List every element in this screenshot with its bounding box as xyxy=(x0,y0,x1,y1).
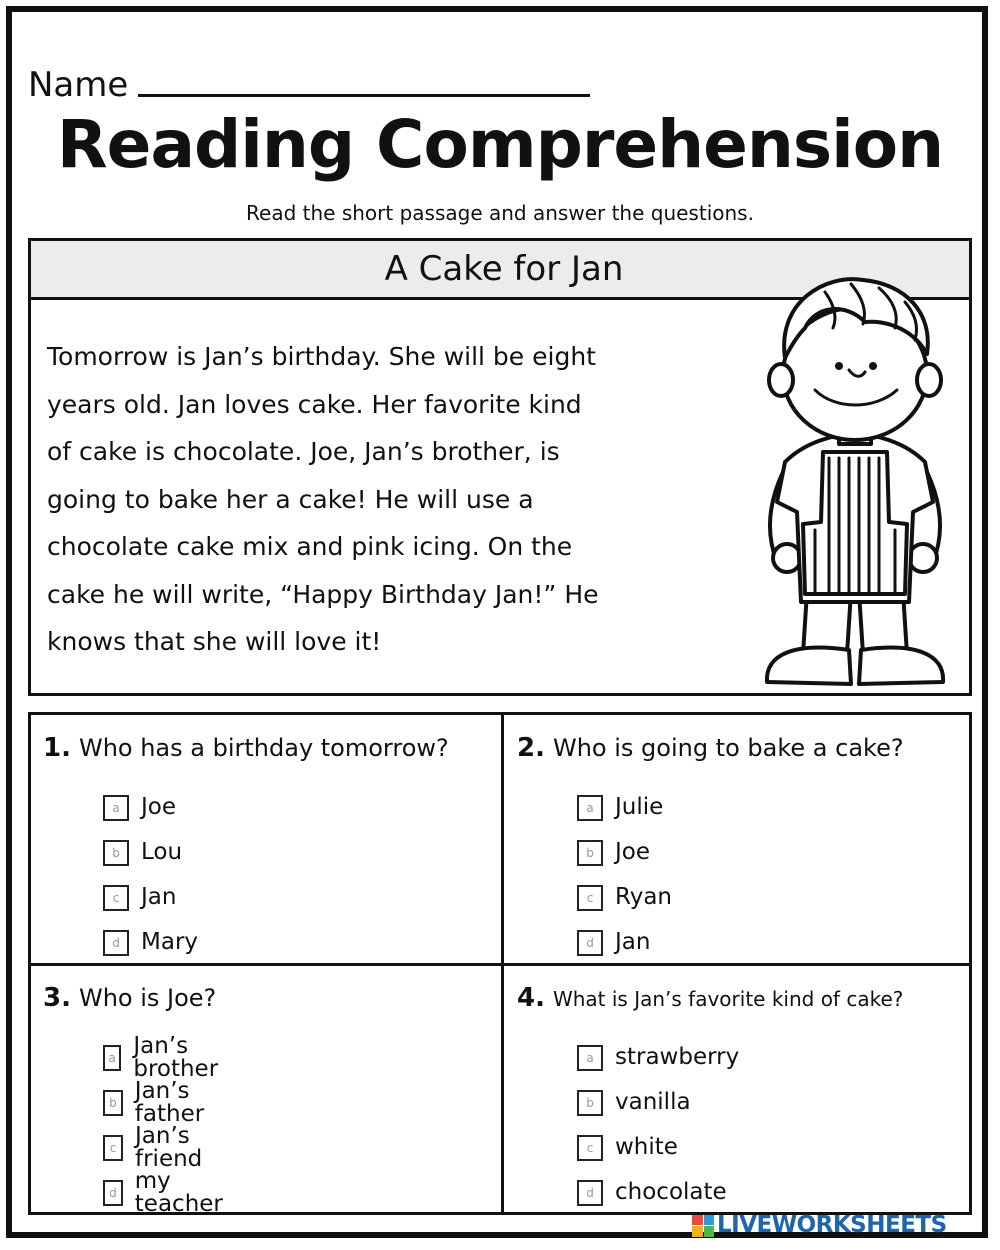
question-text: What is Jan’s favorite kind of cake? xyxy=(552,987,904,1011)
choice-label: white xyxy=(615,1134,678,1160)
checkbox[interactable]: a xyxy=(103,1045,121,1071)
passage-line: knows that she will love it! xyxy=(47,627,382,656)
question-text: Who is Joe? xyxy=(78,984,217,1012)
choice-label: chocolate xyxy=(615,1179,727,1205)
question-number: 4. xyxy=(517,983,545,1013)
checkbox[interactable]: a xyxy=(103,795,129,821)
checkbox[interactable]: b xyxy=(577,1090,603,1116)
question-text: Who is going to bake a cake? xyxy=(552,734,904,762)
watermark-text: LIVEWORKSHEETS xyxy=(717,1212,947,1238)
checkbox[interactable]: c xyxy=(577,885,603,911)
name-row xyxy=(28,52,129,105)
choice-label: vanilla xyxy=(615,1089,691,1115)
choice-label: Jan’s friend xyxy=(135,1122,203,1172)
question-number: 1. xyxy=(43,733,71,763)
liveworksheets-logo-icon xyxy=(692,1215,714,1237)
question-number: 3. xyxy=(43,983,71,1013)
choice-label: Jan xyxy=(141,884,177,910)
answer-choice[interactable] xyxy=(103,1167,229,1217)
choice-label: Jan’s father xyxy=(134,1077,205,1127)
answer-choice[interactable] xyxy=(577,1125,739,1170)
choice-label: Jan xyxy=(615,929,651,955)
passage-line: years old. Jan loves cake. Her favorite kind xyxy=(47,389,582,419)
answer-choices xyxy=(577,785,672,965)
choice-label: Ryan xyxy=(615,884,673,910)
name-input-line[interactable] xyxy=(138,94,590,97)
story-passage xyxy=(47,333,737,666)
answer-choice[interactable] xyxy=(103,920,198,965)
checkbox[interactable]: d xyxy=(103,1180,123,1206)
choice-label: Lou xyxy=(141,839,183,865)
page-title: Reading Comprehension xyxy=(56,106,944,183)
passage-line: Tomorrow is Jan’s birthday. She will be eight xyxy=(47,342,596,371)
choice-label: Joe xyxy=(615,839,651,865)
passage-line: of cake is chocolate. Joe, Jan’s brother, is xyxy=(47,437,560,466)
name-label: Name xyxy=(28,65,129,105)
passage-line: cake he will write, “Happy Birthday Jan!” He xyxy=(47,579,599,609)
answer-choice[interactable] xyxy=(577,920,672,965)
answer-choice[interactable] xyxy=(577,875,672,920)
choice-label: strawberry xyxy=(615,1044,740,1070)
answer-choice[interactable] xyxy=(103,830,198,875)
checkbox[interactable]: c xyxy=(103,885,129,911)
checkbox[interactable]: c xyxy=(577,1135,603,1161)
answer-choice[interactable] xyxy=(103,875,198,920)
checkbox[interactable]: b xyxy=(103,840,129,866)
answer-choice[interactable] xyxy=(577,785,672,830)
answer-choices xyxy=(577,1035,739,1215)
instructions: Read the short passage and answer the questions. xyxy=(246,201,754,225)
answer-choice[interactable] xyxy=(103,1032,229,1082)
answer-choice[interactable] xyxy=(577,1170,739,1215)
answer-choice[interactable] xyxy=(577,1080,739,1125)
question-text: Who has a birthday tomorrow? xyxy=(78,734,449,762)
choice-label: Joe xyxy=(141,794,177,820)
checkbox[interactable]: a xyxy=(577,795,603,821)
answer-choice[interactable] xyxy=(103,785,198,830)
checkbox[interactable]: a xyxy=(577,1045,603,1071)
choice-label: Jan’s brother xyxy=(133,1032,219,1082)
checkbox[interactable]: d xyxy=(103,930,129,956)
liveworksheets-watermark xyxy=(692,1214,947,1237)
answer-choice[interactable] xyxy=(103,1077,229,1127)
answer-choice[interactable] xyxy=(577,1035,739,1080)
passage-line: chocolate cake mix and pink icing. On the xyxy=(47,532,573,561)
choice-label: Mary xyxy=(141,929,199,955)
choice-label: my teacher xyxy=(134,1167,223,1217)
checkbox[interactable]: b xyxy=(577,840,603,866)
passage-line: going to bake her a cake! He will use a xyxy=(47,484,534,514)
checkbox[interactable]: d xyxy=(577,1180,603,1206)
checkbox[interactable]: d xyxy=(577,930,603,956)
answer-choice[interactable] xyxy=(103,1122,229,1172)
question-number: 2. xyxy=(517,733,545,763)
questions-grid xyxy=(28,712,972,1215)
answer-choices xyxy=(103,1032,229,1217)
checkbox[interactable]: b xyxy=(103,1090,123,1116)
checkbox[interactable]: c xyxy=(103,1135,123,1161)
boy-illustration xyxy=(755,262,955,698)
choice-label: Julie xyxy=(615,794,664,820)
story-title: A Cake for Jan xyxy=(384,249,624,289)
answer-choices xyxy=(103,785,198,965)
answer-choice[interactable] xyxy=(577,830,672,875)
